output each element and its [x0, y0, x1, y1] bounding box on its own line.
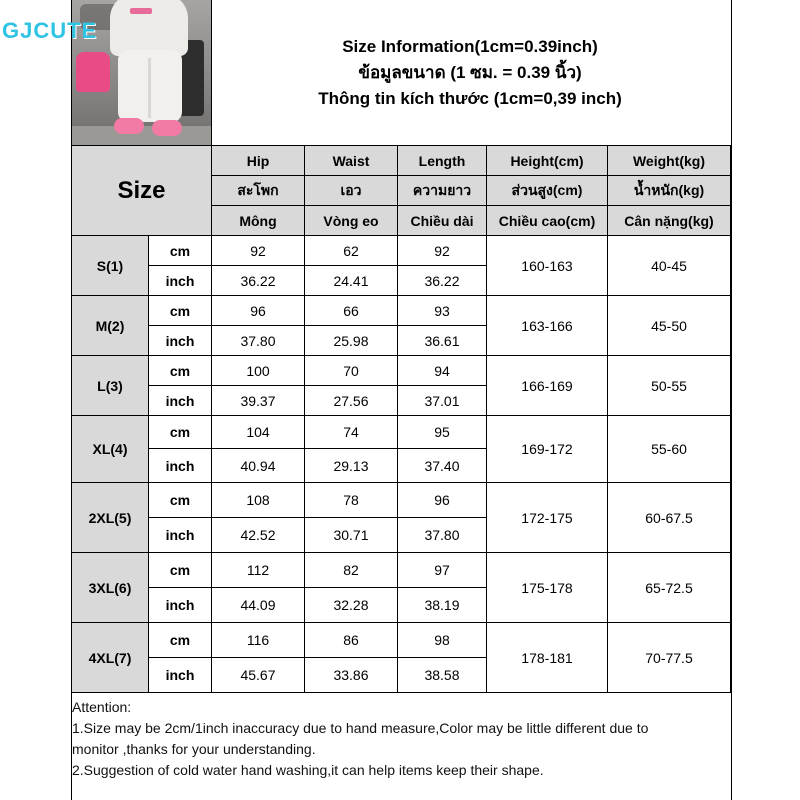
- col-waist-th: เอว: [305, 176, 398, 206]
- col-height-vi: Chiều cao(cm): [487, 206, 608, 236]
- title-vietnamese: Thông tin kích thước (1cm=0,39 inch): [318, 88, 622, 108]
- size-label: 4XL(7): [72, 623, 149, 693]
- col-hip-vi: Mông: [212, 206, 305, 236]
- col-waist-en: Waist: [305, 146, 398, 176]
- unit-cm: cm: [149, 416, 212, 449]
- waist-cm: 78: [305, 483, 398, 518]
- attention-notes: [72, 697, 732, 781]
- hip-inch: 42.52: [212, 518, 305, 553]
- length-inch: 36.22: [398, 266, 487, 296]
- length-inch: 38.58: [398, 658, 487, 693]
- length-inch: 36.61: [398, 326, 487, 356]
- size-label: XL(4): [72, 416, 149, 483]
- hip-inch: 44.09: [212, 588, 305, 623]
- col-height-th: ส่วนสูง(cm): [487, 176, 608, 206]
- waist-cm: 86: [305, 623, 398, 658]
- waist-inch: 33.86: [305, 658, 398, 693]
- height-range: 175-178: [487, 553, 608, 623]
- length-inch: 37.40: [398, 449, 487, 483]
- unit-cm: cm: [149, 623, 212, 658]
- unit-inch: inch: [149, 518, 212, 553]
- col-weight-en: Weight(kg): [608, 146, 731, 176]
- weight-range: 50-55: [608, 356, 731, 416]
- hip-cm: 96: [212, 296, 305, 326]
- height-range: 178-181: [487, 623, 608, 693]
- waist-cm: 62: [305, 236, 398, 266]
- length-inch: 38.19: [398, 588, 487, 623]
- size-header: Size: [72, 146, 212, 236]
- hip-inch: 45.67: [212, 658, 305, 693]
- length-cm: 98: [398, 623, 487, 658]
- height-range: 163-166: [487, 296, 608, 356]
- unit-cm: cm: [149, 296, 212, 326]
- hip-inch: 37.80: [212, 326, 305, 356]
- hip-cm: 108: [212, 483, 305, 518]
- height-range: 166-169: [487, 356, 608, 416]
- hip-inch: 36.22: [212, 266, 305, 296]
- length-cm: 92: [398, 236, 487, 266]
- title-english: Size Information(1cm=0.39inch): [342, 36, 598, 56]
- unit-inch: inch: [149, 326, 212, 356]
- col-length-vi: Chiều dài: [398, 206, 487, 236]
- weight-range: 40-45: [608, 236, 731, 296]
- attention-note-1: 1.Size may be 2cm/1inch inaccuracy due to hand measure,Color may be little different due to: [72, 720, 649, 736]
- size-label: L(3): [72, 356, 149, 416]
- unit-inch: inch: [149, 386, 212, 416]
- hip-cm: 116: [212, 623, 305, 658]
- waist-inch: 27.56: [305, 386, 398, 416]
- unit-inch: inch: [149, 588, 212, 623]
- length-inch: 37.80: [398, 518, 487, 553]
- size-row-cm: [72, 483, 731, 518]
- col-weight-th: น้ำหนัก(kg): [608, 176, 731, 206]
- length-cm: 96: [398, 483, 487, 518]
- col-waist-vi: Vòng eo: [305, 206, 398, 236]
- hip-cm: 104: [212, 416, 305, 449]
- title-thai: ข้อมูลขนาด (1 ซม. = 0.39 นิ้ว): [358, 62, 582, 82]
- size-info-title: [211, 0, 729, 145]
- size-label: 2XL(5): [72, 483, 149, 553]
- length-cm: 97: [398, 553, 487, 588]
- hip-inch: 39.37: [212, 386, 305, 416]
- waist-cm: 82: [305, 553, 398, 588]
- weight-range: 70-77.5: [608, 623, 731, 693]
- attention-note-2: 2.Suggestion of cold water hand washing,it can help items keep their shape.: [72, 762, 544, 778]
- waist-inch: 24.41: [305, 266, 398, 296]
- attention-note-1-cont: monitor ,thanks for your understanding.: [72, 741, 316, 757]
- col-length-th: ความยาว: [398, 176, 487, 206]
- weight-range: 45-50: [608, 296, 731, 356]
- waist-cm: 70: [305, 356, 398, 386]
- col-hip-th: สะโพก: [212, 176, 305, 206]
- unit-inch: inch: [149, 266, 212, 296]
- waist-inch: 29.13: [305, 449, 398, 483]
- unit-cm: cm: [149, 356, 212, 386]
- size-row-cm: [72, 356, 731, 386]
- length-inch: 37.01: [398, 386, 487, 416]
- weight-range: 60-67.5: [608, 483, 731, 553]
- size-row-cm: [72, 553, 731, 588]
- height-range: 172-175: [487, 483, 608, 553]
- waist-cm: 66: [305, 296, 398, 326]
- size-row-cm: [72, 236, 731, 266]
- col-hip-en: Hip: [212, 146, 305, 176]
- unit-inch: inch: [149, 658, 212, 693]
- height-range: 160-163: [487, 236, 608, 296]
- length-cm: 93: [398, 296, 487, 326]
- hip-inch: 40.94: [212, 449, 305, 483]
- hip-cm: 92: [212, 236, 305, 266]
- unit-cm: cm: [149, 236, 212, 266]
- height-range: 169-172: [487, 416, 608, 483]
- size-row-cm: [72, 623, 731, 658]
- col-height-en: Height(cm): [487, 146, 608, 176]
- waist-inch: 30.71: [305, 518, 398, 553]
- waist-cm: 74: [305, 416, 398, 449]
- size-label: M(2): [72, 296, 149, 356]
- col-weight-vi: Cân nặng(kg): [608, 206, 731, 236]
- size-row-cm: [72, 416, 731, 449]
- brand-logo: GJCUTE: [2, 18, 98, 43]
- size-table: [71, 145, 731, 693]
- unit-cm: cm: [149, 553, 212, 588]
- unit-inch: inch: [149, 449, 212, 483]
- length-cm: 95: [398, 416, 487, 449]
- unit-cm: cm: [149, 483, 212, 518]
- weight-range: 65-72.5: [608, 553, 731, 623]
- hip-cm: 100: [212, 356, 305, 386]
- size-label: 3XL(6): [72, 553, 149, 623]
- col-length-en: Length: [398, 146, 487, 176]
- weight-range: 55-60: [608, 416, 731, 483]
- size-label: S(1): [72, 236, 149, 296]
- length-cm: 94: [398, 356, 487, 386]
- attention-heading: Attention:: [72, 699, 132, 715]
- waist-inch: 32.28: [305, 588, 398, 623]
- hip-cm: 112: [212, 553, 305, 588]
- size-row-cm: [72, 296, 731, 326]
- waist-inch: 25.98: [305, 326, 398, 356]
